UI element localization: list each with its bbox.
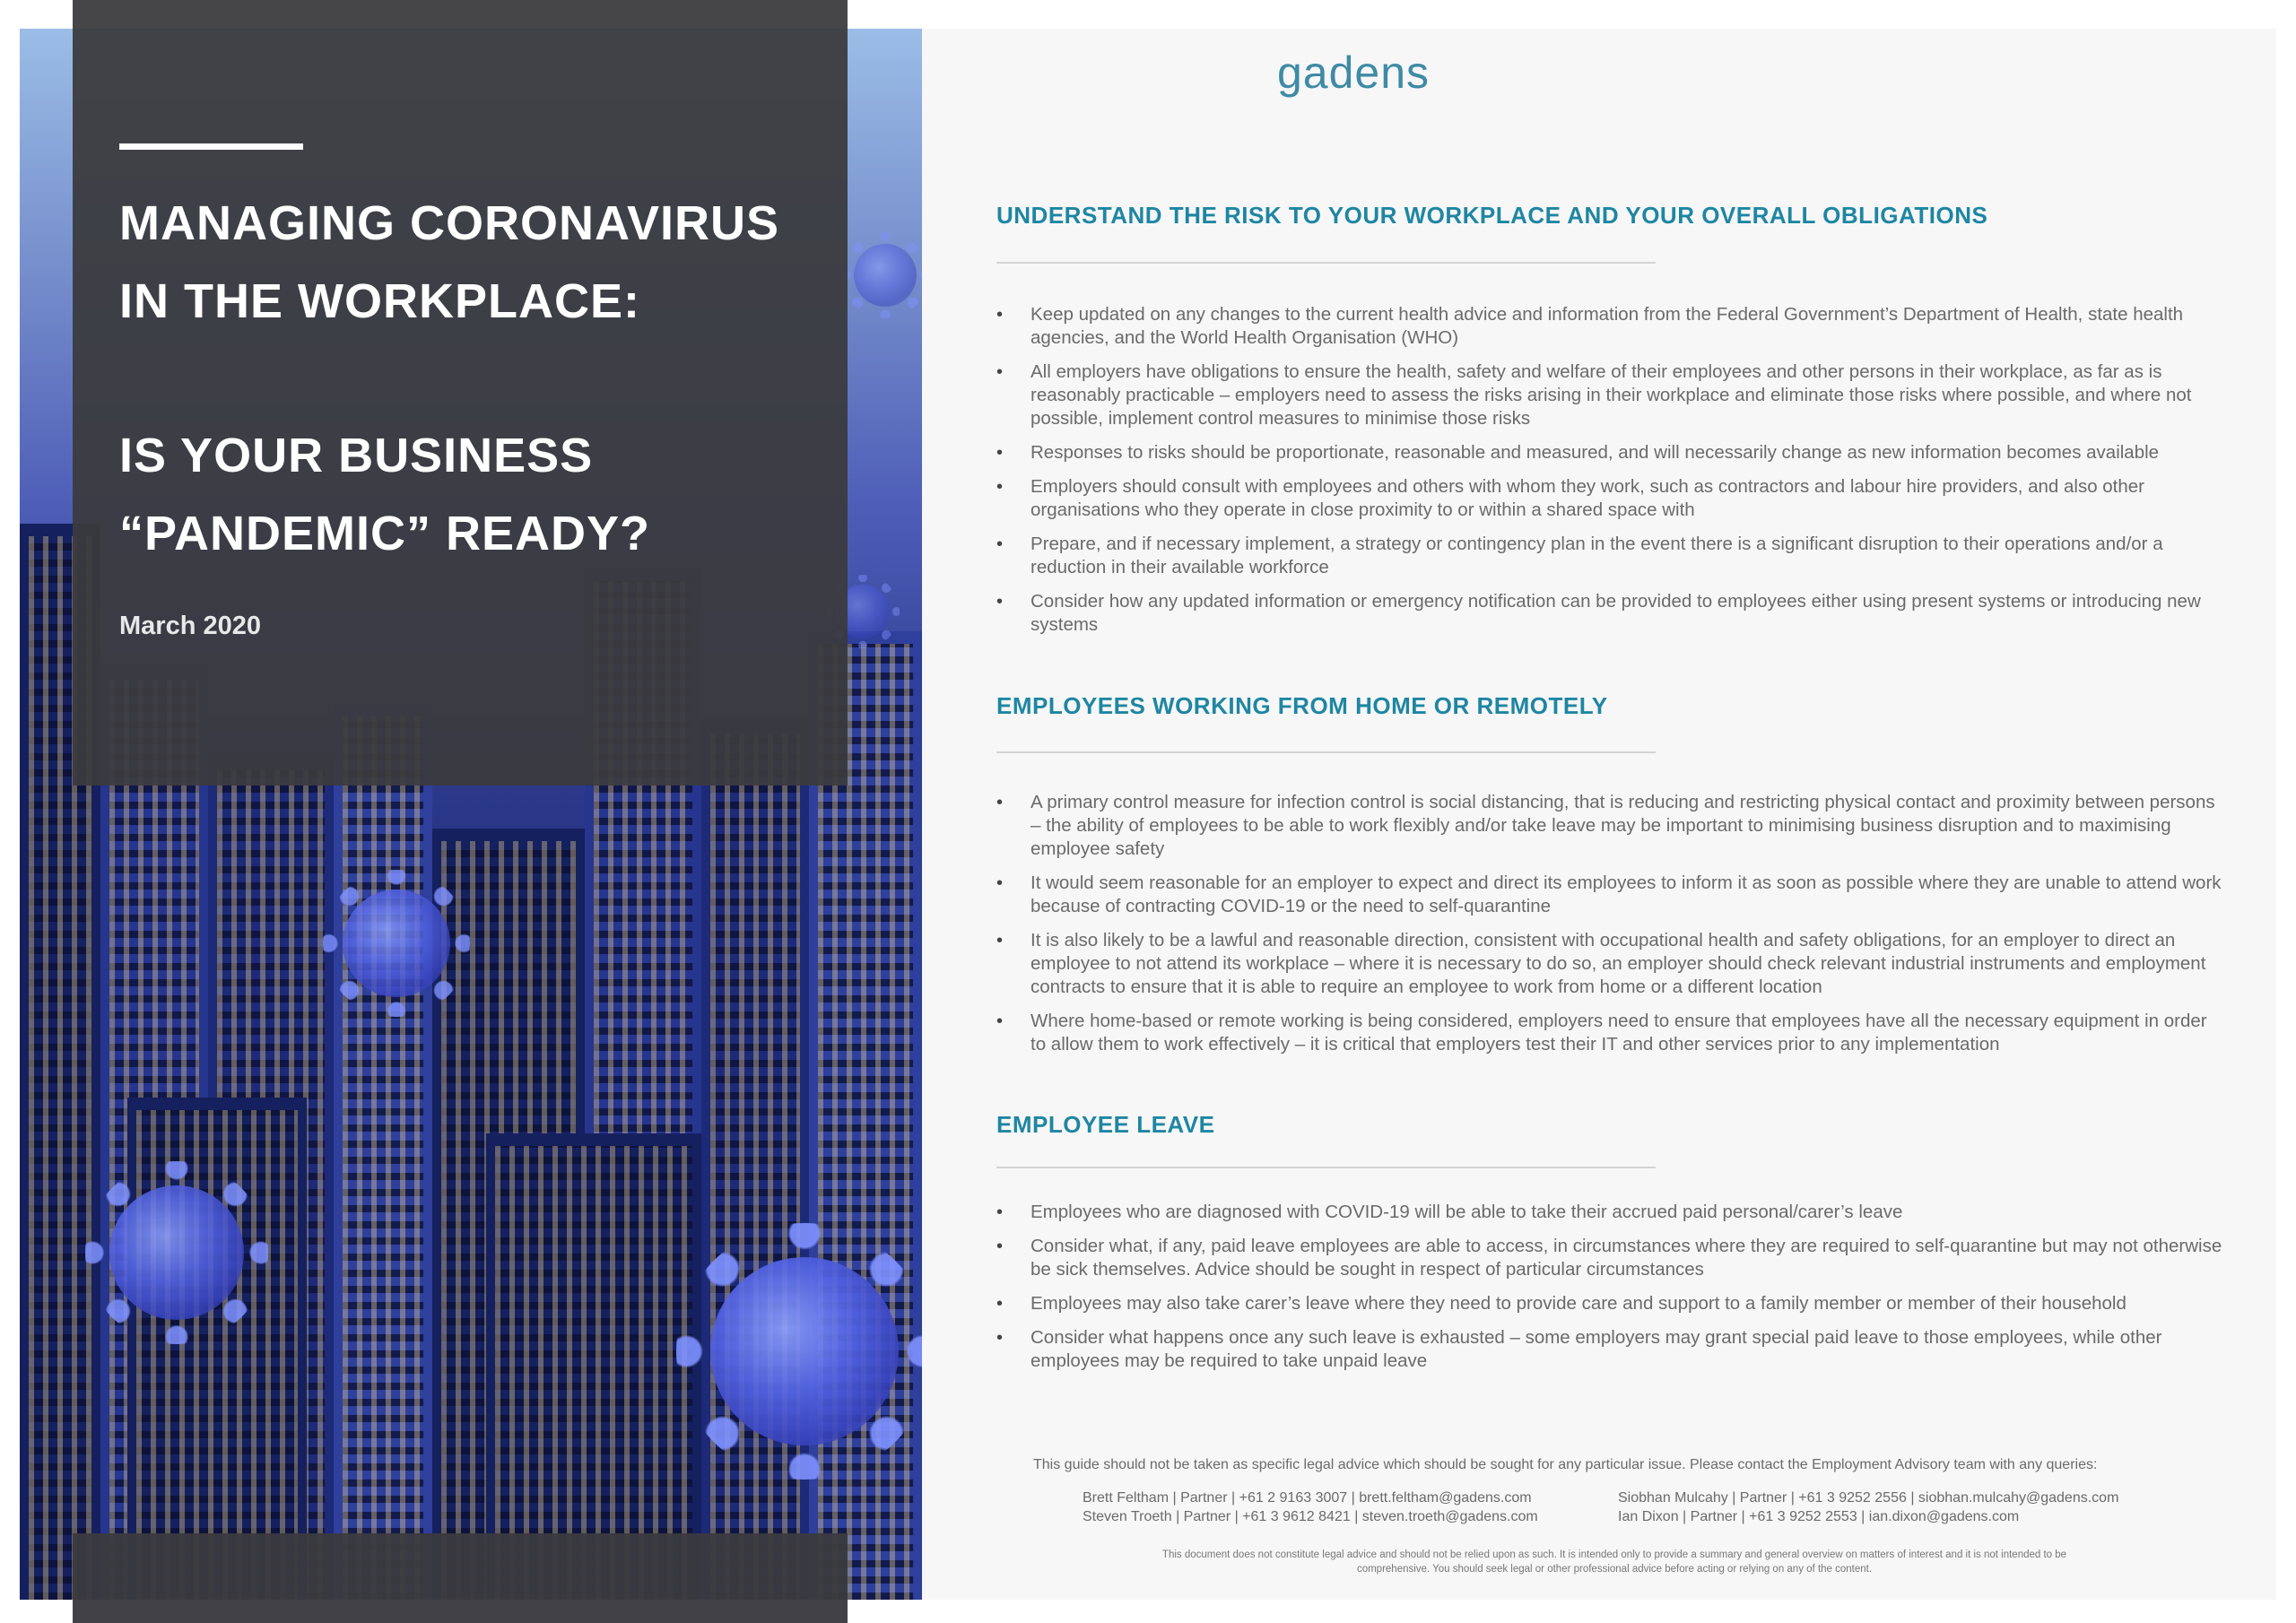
section-title-remote-work: EMPLOYEES WORKING FROM HOME OR REMOTELY	[996, 692, 1608, 719]
remote-work-bullet-list	[996, 791, 2225, 1067]
cover-footer-box	[73, 1533, 848, 1623]
virus-graphic	[343, 890, 450, 997]
leave-bullet-list	[996, 1201, 2225, 1384]
publication-date: March 2020	[119, 612, 261, 640]
list-item: • Consider what happens once any such leave is exhausted – some employers may grant special paid leave to those employees, while other employees may be required to take unpaid leave	[996, 1326, 2225, 1373]
section-divider	[996, 1167, 1656, 1168]
virus-graphic	[109, 1185, 244, 1320]
title-line-4: “PANDEMIC” READY?	[119, 507, 651, 560]
section-divider	[996, 751, 1656, 753]
cover-title-box	[73, 0, 848, 785]
gadens-logo: gadens	[1277, 48, 1431, 98]
contact-steven-troeth: Steven Troeth | Partner | +61 3 9612 8421 | steven.troeth@gadens.com	[1083, 1509, 1538, 1524]
section-divider	[996, 262, 1656, 264]
list-item: • Employers should consult with employees and others with whom they work, such as contractors and labour hire providers, and also other organisations who they operate in close proximity to or within a shared space with	[996, 475, 2225, 522]
virus-graphic	[710, 1257, 899, 1445]
building	[486, 1133, 701, 1600]
list-item: • Consider how any updated information or emergency notification can be provided to employees either using present systems or introducing new systems	[996, 590, 2225, 637]
list-item: • Keep updated on any changes to the current health advice and information from the Federal Government’s Department of Health, state health agencies, and the World Health Organisation (WHO)	[996, 303, 2225, 350]
list-item: • It would seem reasonable for an employer to expect and direct its employees to inform it as soon as possible where they are unable to attend work because of contracting COVID-19 or the need to self-quarantine	[996, 872, 2225, 918]
list-item: • All employers have obligations to ensure the health, safety and welfare of their employees and other persons in their workplace, as far as is reasonably practicable – employers need to assess the risks arising in their workplace and eliminate those risks where possible, and where not possible, implement control measures to minimise those risks	[996, 360, 2225, 430]
virus-graphic	[854, 244, 917, 307]
contact-ian-dixon: Ian Dixon | Partner | +61 3 9252 2553 | ian.dixon@gadens.com	[1618, 1509, 2020, 1524]
title-accent-rule	[119, 143, 303, 150]
fine-print-line-2: comprehensive. You should seek legal or other professional advice before acting or relying on any of the content.	[1356, 1564, 1873, 1575]
list-item: • A primary control measure for infection control is social distancing, that is reducing and restricting physical contact and proximity between persons – the ability of employees to be able to work flexibly and/or take leave may be important to minimising business disruption and to maximising employee safety	[996, 791, 2225, 861]
building	[334, 703, 432, 1600]
title-line-1: MANAGING CORONAVIRUS	[119, 196, 780, 250]
contact-lead-text: This guide should not be taken as specific legal advice which should be sought for any particular issue. Please contact the Employment Advisory team with any queries:	[1033, 1457, 2098, 1472]
list-item: • Responses to risks should be proportionate, reasonable and measured, and will necessarily change as new information becomes available	[996, 441, 2225, 464]
contact-brett-feltham: Brett Feltham | Partner | +61 2 9163 3007 | brett.feltham@gadens.com	[1083, 1490, 1532, 1506]
title-line-2: IN THE WORKPLACE:	[119, 274, 640, 328]
list-item: • Consider what, if any, paid leave employees are able to access, in circumstances where they are required to self-quarantine but may not otherwise be sick themselves. Advice should be sought in respect of particular circumstances	[996, 1235, 2225, 1281]
list-item: • Employees may also take carer’s leave where they need to provide care and support to a family member or member of their household	[996, 1292, 2225, 1315]
section-title-leave: EMPLOYEE LEAVE	[996, 1111, 1215, 1138]
title-line-3: IS YOUR BUSINESS	[119, 429, 594, 482]
fine-print-line-1: This document does not constitute legal advice and should not be relied upon as such. It is intended only to provide a summary and general overview on matters of interest and it is not intended to be	[1161, 1549, 2067, 1560]
risk-bullet-list	[996, 303, 2225, 647]
list-item: • It is also likely to be a lawful and reasonable direction, consistent with occupational health and safety obligations, for an employer to direct an employee to not attend its workplace – where it is necessary to do so, an employer should check relevant industrial instruments and employment contracts to ensure that it is able to require an employee to work from home or a different location	[996, 929, 2225, 999]
list-item: • Employees who are diagnosed with COVID-19 will be able to take their accrued paid personal/carer’s leave	[996, 1201, 2225, 1224]
list-item: • Where home-based or remote working is being considered, employers need to ensure that employees have all the necessary equipment in order to allow them to work effectively – it is critical that employers test their IT and other services prior to any implementation	[996, 1010, 2225, 1056]
list-item: • Prepare, and if necessary implement, a strategy or contingency plan in the event there is a significant disruption to their operations and/or a reduction in their available workforce	[996, 533, 2225, 579]
contact-siobhan-mulcahy: Siobhan Mulcahy | Partner | +61 3 9252 2556 | siobhan.mulcahy@gadens.com	[1618, 1490, 2119, 1506]
section-title-risk: UNDERSTAND THE RISK TO YOUR WORKPLACE AND YOUR OVERALL OBLIGATIONS	[996, 202, 1988, 229]
